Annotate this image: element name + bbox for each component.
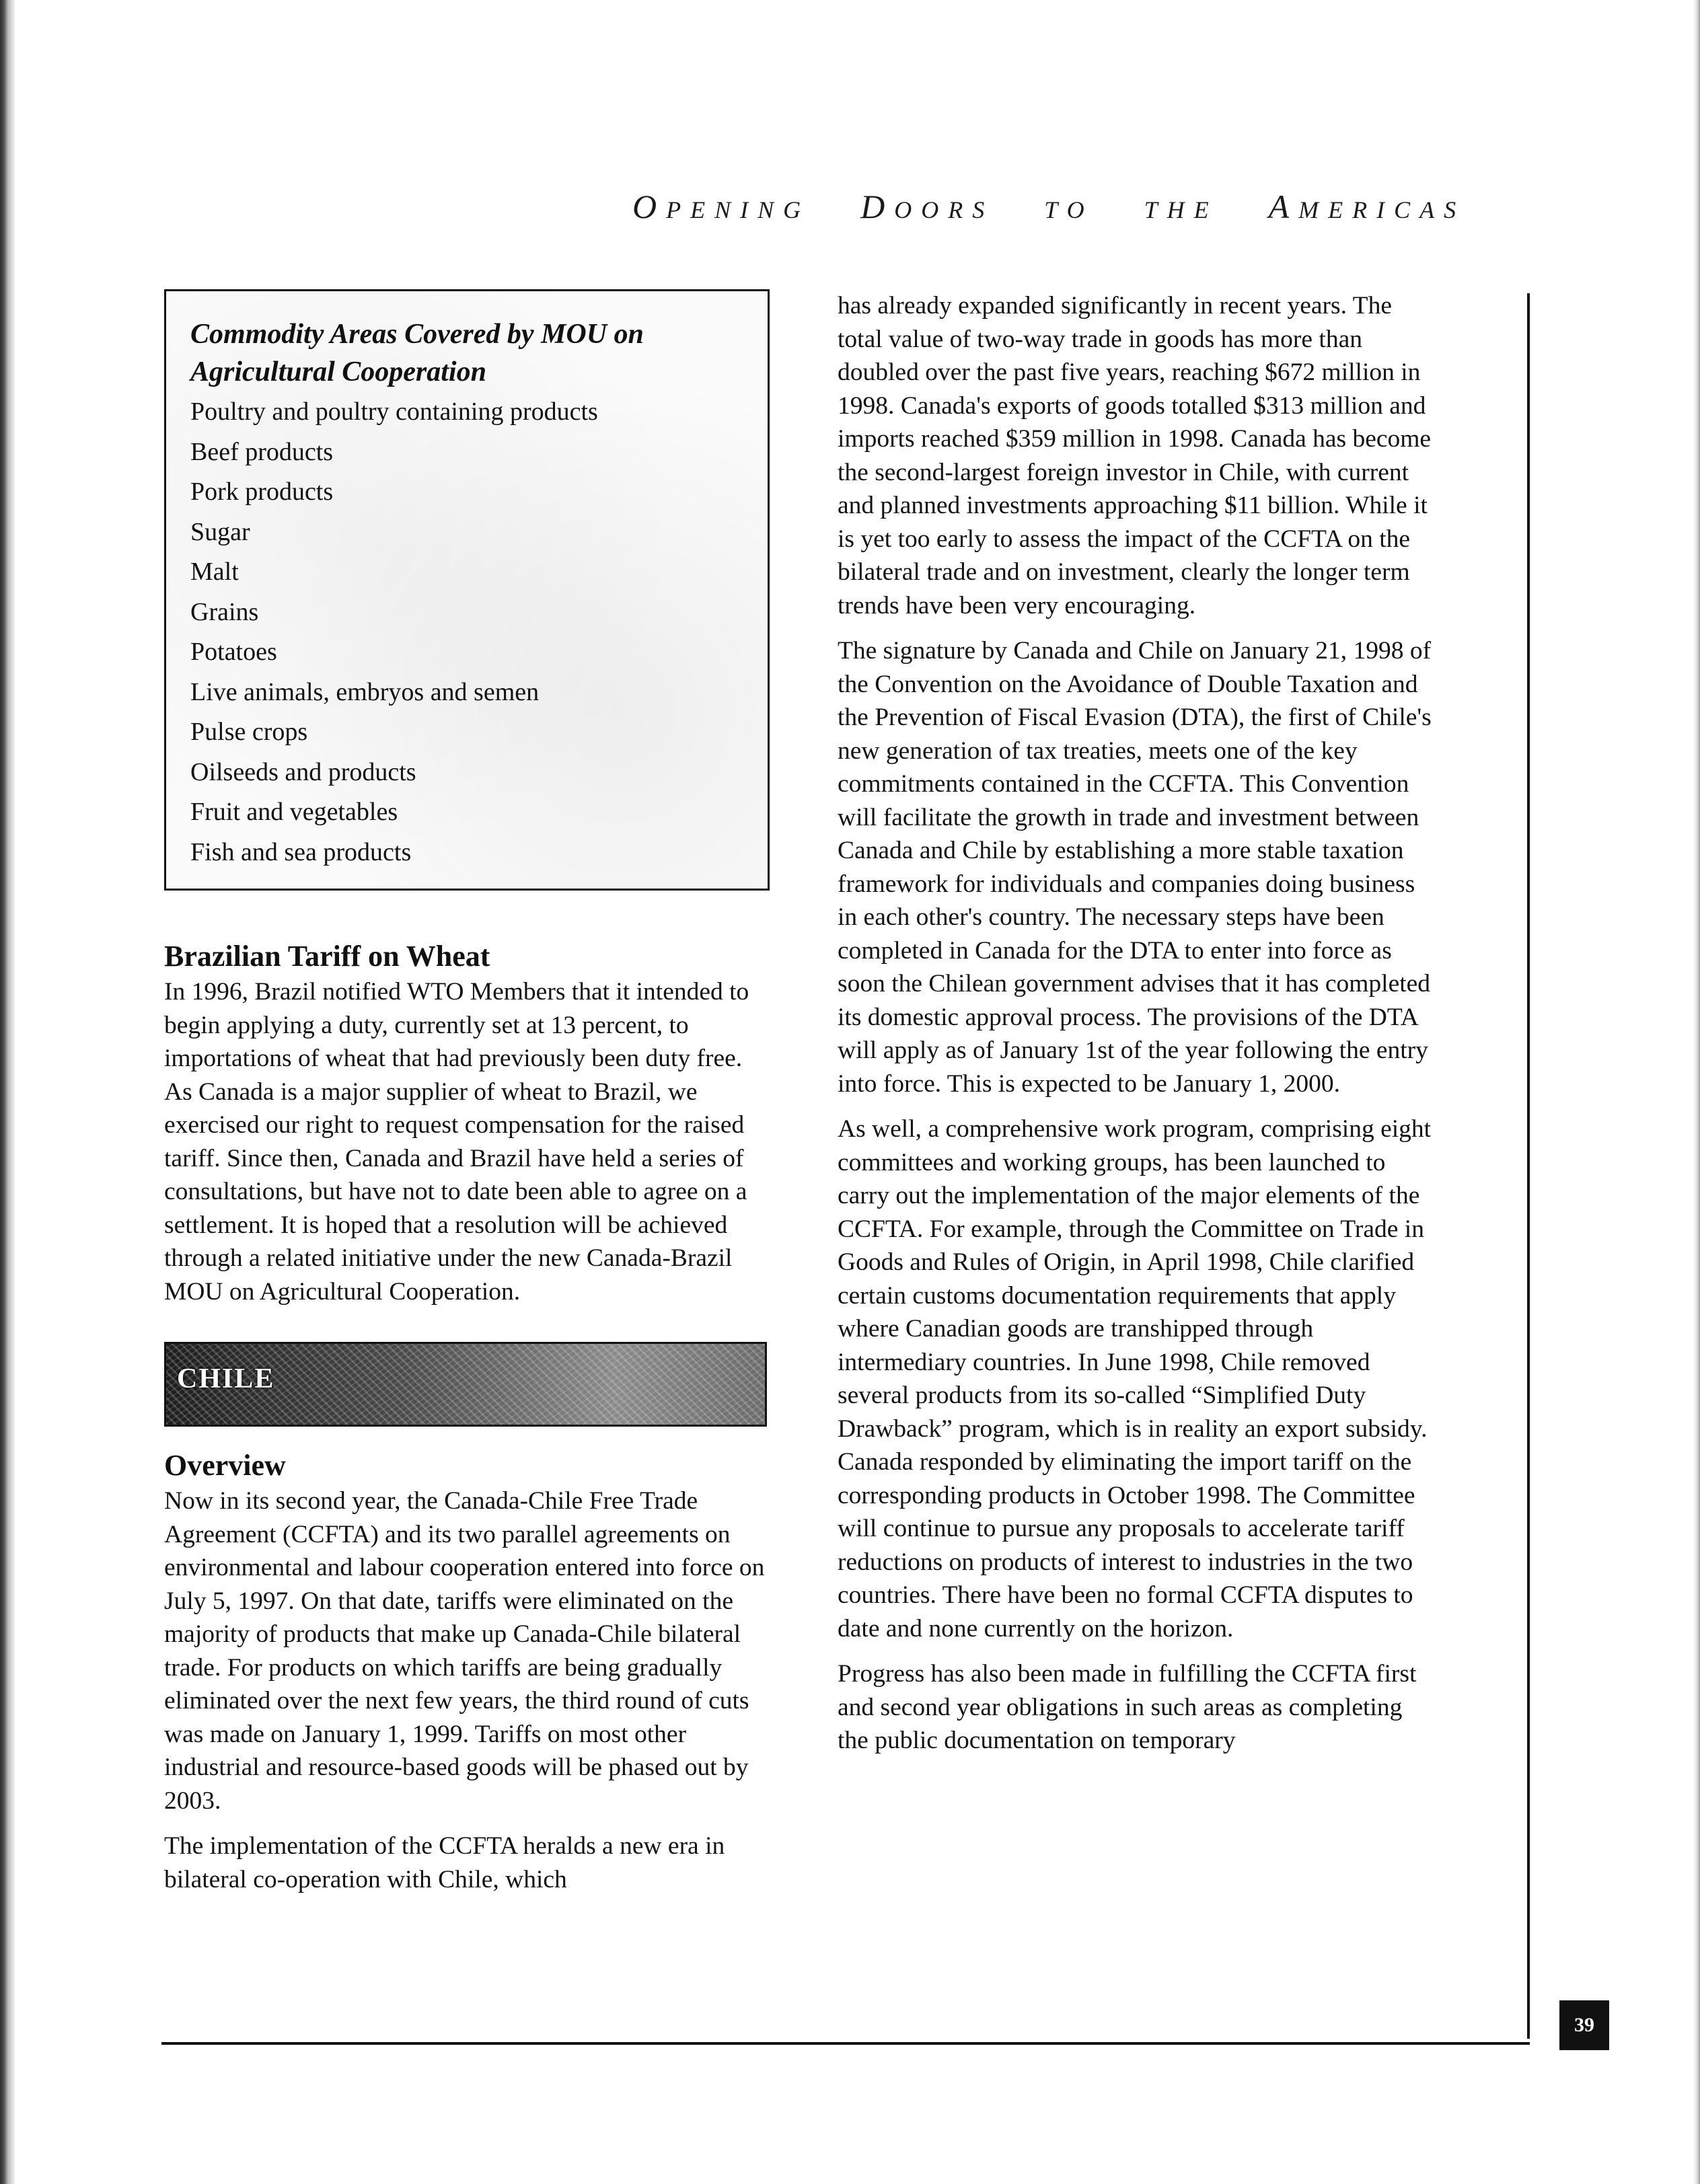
overview-paragraph: Now in its second year, the Canada-Chile Free Trade Agreement (CCFTA) and its two parallel agreements on environmental and labour cooperation entered into force on July 5, 1997. On that date, tariffs were eliminated on the majority of products that make up Canada-Chile bilateral trade. For products on which tariffs are being gradually eliminated over the next few years, the third round of cuts was made on January 1, 1999. Tariffs on most other industrial and resource-based goods will be phased out by 2003. [164, 1487, 765, 1815]
mou-commodity-item: Fish and sea products [190, 837, 412, 866]
mou-commodity-item: Fruit and vegetables [190, 798, 398, 826]
right-column [838, 289, 1436, 1758]
bottom-horizontal-rule [161, 2042, 1530, 2045]
mou-commodity-box [164, 289, 770, 891]
right-column-paragraph: The signature by Canada and Chile on January 21, 1998 of the Convention on the Avoidance of Double Taxation and the Prevention of Fiscal Evasion (DTA), the first of Chile's new generation of tax treaties, meets one of the key commitments contained in the CCFTA. This Convention will facilitate the growth in trade and investment between Canada and Chile by establishing a more stable taxation framework for individuals and companies doing business in each other's country. The necessary steps have been completed in Canada for the DTA to enter into force as soon the Chilean government advises that it has completed its domestic approval process. The provisions of the DTA will apply as of January 1st of the year following the entry into force. This is expected to be January 1, 2000. [838, 637, 1432, 1098]
mou-box-title: Commodity Areas Covered by MOU on Agricultural Cooperation [190, 319, 644, 387]
mou-commodity-item: Beef products [190, 437, 334, 466]
page-number: 39 [1559, 2000, 1609, 2050]
header-word-3: TO [1044, 196, 1094, 223]
header-word-5: AMERICAS [1268, 188, 1466, 225]
running-header [632, 187, 1541, 226]
mou-commodity-item: Potatoes [190, 638, 277, 666]
mou-commodity-item: Malt [190, 558, 239, 586]
header-word-2: DOORS [860, 188, 994, 225]
mou-commodity-item: Pork products [190, 478, 334, 506]
right-column-paragraph: Progress has also been made in fulfilling the CCFTA first and second year obligations in such areas as completing the public documentation on temporary [838, 1660, 1417, 1754]
mou-commodity-list [190, 392, 768, 872]
chile-banner-label: CHILE [177, 1363, 275, 1394]
mou-commodity-item: Grains [190, 597, 259, 626]
scan-right-edge [1693, 0, 1700, 2184]
right-vertical-rule [1527, 293, 1530, 2039]
overview-paragraph: The implementation of the CCFTA heralds a new era in bilateral co-operation with Chile, which [164, 1832, 725, 1893]
overview-heading: Overview [164, 1449, 286, 1482]
right-column-paragraph: As well, a comprehensive work program, comprising eight committees and working groups, has been launched to carry out the implementation of the major elements of the CCFTA. For example, through the Committee on Trade in Goods and Rules of Origin, in April 1998, Chile clarified certain customs documentation requirements that apply where Canadian goods are transhipped through intermediary countries. In June 1998, Chile removed several products from its so-called “Simplified Duty Drawback” program, which is in reality an export subsidy. Canada responded by eliminating the import tariff on the corresponding products in October 1998. The Committee will continue to pursue any proposals to accelerate tariff reductions on products of interest to industries in the two countries. There have been no formal CCFTA disputes to date and none currently on the horizon. [838, 1115, 1432, 1643]
wheat-section-paragraph: In 1996, Brazil notified WTO Members that it intended to begin applying a duty, currently set at 13 percent, to importations of wheat that had previously been duty free. As Canada is a major supplier of wheat to Brazil, we exercised our right to request compensation for the raised tariff. Since then, Canada and Brazil have held a series of consultations, but have not to date been able to agree on a settlement. It is hoped that a resolution will be achieved through a related initiative under the new Canada-Brazil MOU on Agricultural Cooperation. [164, 978, 749, 1306]
chile-section-banner [164, 1342, 767, 1427]
wheat-section-heading: Brazilian Tariff on Wheat [164, 940, 490, 973]
mou-commodity-item: Poultry and poultry containing products [190, 398, 598, 426]
mou-commodity-item: Oilseeds and products [190, 757, 416, 786]
header-word-1: OPENING [632, 188, 811, 225]
mou-commodity-item: Sugar [190, 517, 250, 546]
mou-commodity-item: Pulse crops [190, 718, 308, 746]
mou-commodity-item: Live animals, embryos and semen [190, 677, 540, 706]
scan-binding-edge [0, 0, 15, 2184]
left-column [164, 289, 770, 1896]
header-word-4: THE [1144, 196, 1218, 223]
right-column-paragraph: has already expanded significantly in recent years. The total value of two-way trade in goods has more than doubled over the past five years, reaching $672 million in 1998. Canada's exports of goods totalled $313 million and imports reached $359 million in 1998. Canada has become the second-largest foreign investor in Chile, with current and planned investments approaching $11 billion. While it is yet too early to assess the impact of the CCFTA on the bilateral trade and on investment, clearly the longer term trends have been very encouraging. [838, 292, 1432, 619]
